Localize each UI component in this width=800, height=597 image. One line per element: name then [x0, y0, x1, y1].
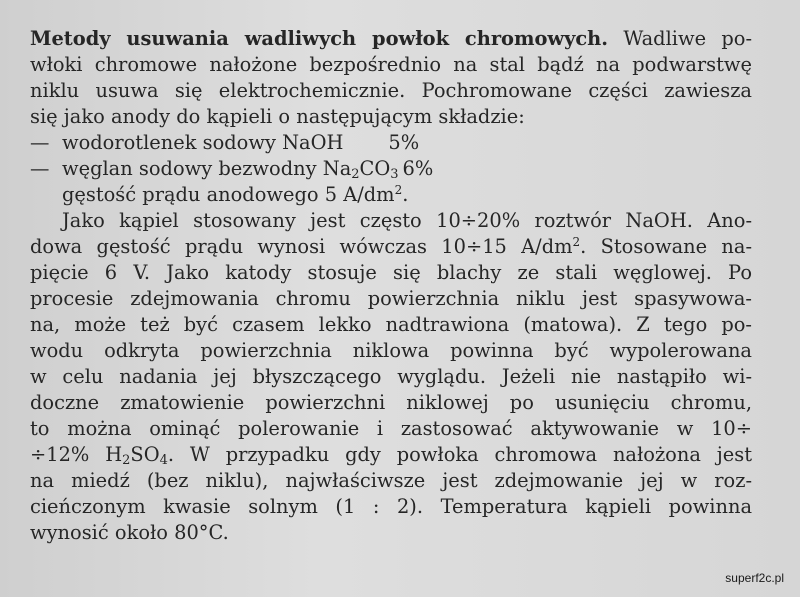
- paragraph-2-line-2-text: . Stosowane na-: [580, 235, 752, 258]
- subscript: 2: [351, 167, 360, 182]
- paragraph-2-line-13: wynosić około 80°C.: [30, 521, 229, 544]
- punctuation: .: [402, 183, 409, 206]
- superscript: 2: [572, 235, 581, 249]
- text-page: [30, 26, 752, 546]
- paragraph-2-line-6: wodu odkryta powierzchnia niklowa powinna być wypolerowana: [30, 339, 752, 362]
- paragraph-2-line-5: na, może też być czasem lekko nadtrawiona (matowa). Z tego po-: [30, 313, 752, 336]
- subscript: 4: [159, 453, 168, 468]
- paragraph-2-line-9: to można ominąć polerowanie i zastosować aktywowanie w 10÷: [30, 417, 752, 440]
- formula-text: węglan sodowy bezwodny Na: [62, 157, 352, 180]
- paragraph-2-line-2: [30, 234, 752, 260]
- current-density-text: gęstość prądu anodowego 5 A/dm: [62, 183, 395, 206]
- composition-item-1-text: wodorotlenek sodowy NaOH: [62, 131, 344, 154]
- composition-item-1: [30, 130, 752, 156]
- paragraph-1-line-1: [30, 26, 752, 52]
- formula-text: CO: [359, 157, 391, 180]
- composition-item-1-value: 5%: [388, 131, 420, 154]
- list-dash: —: [30, 157, 50, 180]
- paragraph-2-line-3: pięcie 6 V. Jako katody stosuje się blachy ze stali węglowej. Po: [30, 261, 752, 284]
- paragraph-2-line-7: w celu nadania jej błyszczącego wyglądu. Jeżeli nie nastąpiło wi-: [30, 365, 752, 388]
- paragraph-2-line-1: Jako kąpiel stosowany jest często 10÷20% roztwór NaOH. Ano-: [62, 209, 752, 232]
- superscript: 2: [394, 183, 403, 197]
- list-dash: —: [30, 131, 50, 154]
- subscript: 3: [390, 167, 399, 182]
- paragraph-2-line-10: [30, 442, 752, 468]
- watermark: superf2c.pl: [725, 571, 784, 585]
- paragraph-2-line-2-text: dowa gęstość prądu wynosi wówczas 10÷15 A/dm: [30, 235, 573, 258]
- paragraph-2-line-12: cieńczonym kwasie solnym (1 : 2). Temperatura kąpieli powinna: [30, 495, 752, 518]
- paragraph-2-line-10-text: . W przypadku gdy powłoka chromowa nałożona jest: [167, 443, 752, 466]
- paragraph-2-line-10-text: ÷12% H: [30, 443, 123, 466]
- formula-text: SO: [130, 443, 160, 466]
- subscript: 2: [122, 453, 131, 468]
- paragraph-2-line-8: doczne zmatowienie powierzchni niklowej po usunięciu chromu,: [30, 391, 752, 414]
- paragraph-1-line-1-text: Wadliwe po-: [608, 27, 752, 50]
- paragraph-2-line-11: na miedź (bez niklu), najwłaściwsze jest zdejmowanie jej w roz-: [30, 469, 752, 492]
- paragraph-1-line-2: włoki chromowe nałożone bezpośrednio na stal bądź na podwarstwę: [30, 53, 752, 76]
- paragraph-1-line-4: się jako anody do kąpieli o następującym składzie:: [30, 105, 525, 128]
- current-density-line: [30, 182, 752, 208]
- paragraph-2-line-4: procesie zdejmowania chromu powierzchnia niklu jest spasywowa-: [30, 287, 752, 310]
- composition-item-2-text: [62, 156, 399, 182]
- composition-item-2: [30, 156, 752, 182]
- section-heading: Metody usuwania wadliwych powłok chromowych.: [30, 27, 609, 50]
- composition-item-2-value: 6%: [402, 157, 434, 180]
- paragraph-1-line-3: niklu usuwa się elektrochemicznie. Pochromowane części zawiesza: [30, 79, 752, 102]
